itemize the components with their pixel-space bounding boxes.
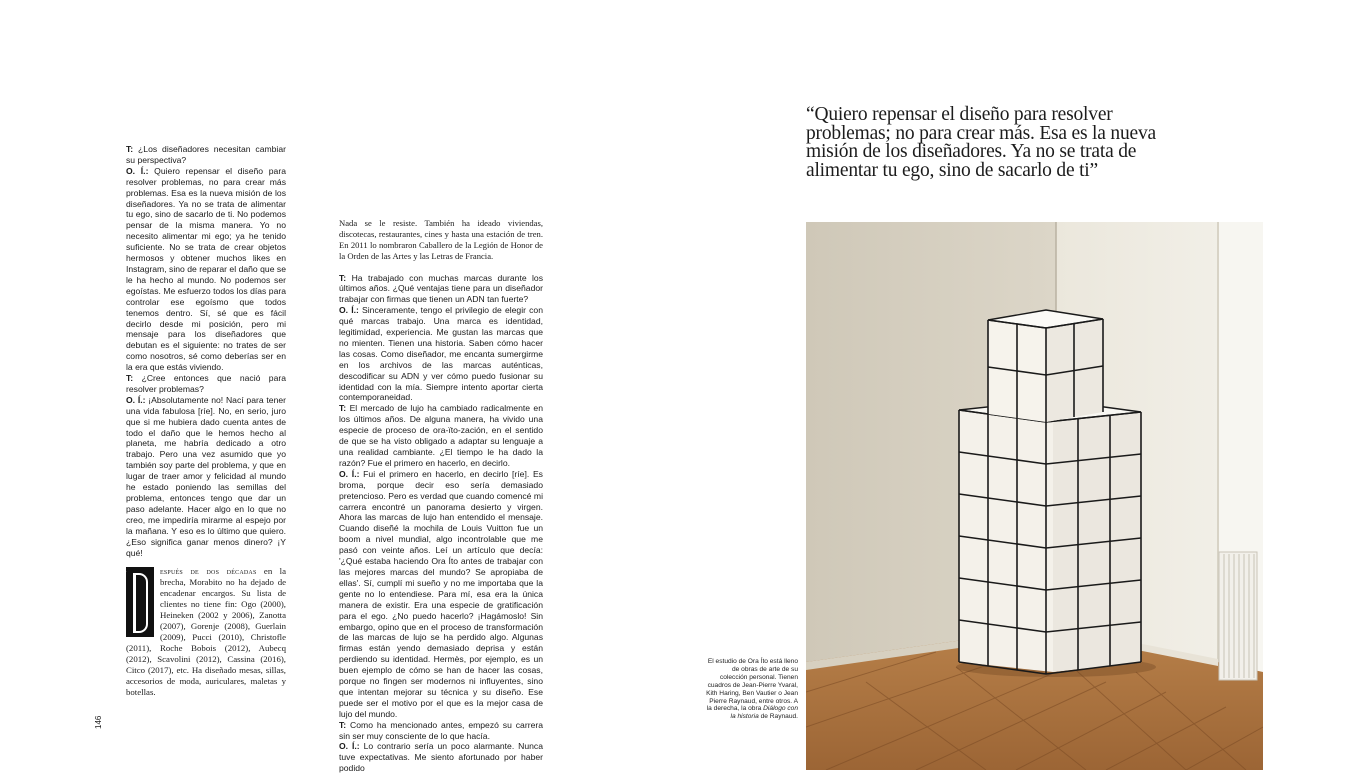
speaker-label: T: <box>339 719 347 730</box>
qa-paragraph <box>126 395 286 559</box>
page-number: 146 <box>94 715 103 729</box>
speaker-label: O. Í.: <box>339 305 359 316</box>
speaker-label: T: <box>339 403 347 414</box>
qa-text: ¿Los diseñadores necesitan cambiar su perspectiva? <box>126 144 286 165</box>
qa-paragraph <box>339 741 543 774</box>
qa-text: Fui el primero en hacerlo, en decirlo [ríe]. Es broma, porque decir eso sería demasiado pretencioso. Pero es verdad que cuando comencé mi carrera encontré un panorama desierto y virgen. Ahora las marcas de lujo han entendido el mensaje. Cuando diseñé la mochila de Louis Vuitton fue un boom a nivel mundial, algo incontrolable que me pasó con veinte años. Leí un artículo que decía: '¿Qué estaba haciendo Ora Íto antes de trabajar con las mejores marcas del mundo? Se apropiaba de ellas'. Sí, cumplí mi sueño y no me importaba que la gente no lo entendiese. Para mí, esa era la única manera de existir. Era una especie de gratificación para el ego. ¿No puedo hacerlo? ¡Hagámoslo! Sin embargo, opino que en el proceso de transformación de las marcas de lujo se ha perdido algo. Algunas firmas están yendo demasiado deprisa y están perdiendo su identidad. Hermès, por ejemplo, es un buen ejemplo de cómo se han de hacer las cosas, porque no fingen ser modernos ni influyentes, sino que intentan mejorar su técnica y su diseño. Ese puede ser el motivo por el que es la mejor casa de lujo del mundo. <box>339 468 543 719</box>
dropcap-letter-text: D <box>126 572 127 574</box>
speaker-label: O. Í.: <box>126 165 149 176</box>
column2-intro: Nada se le resiste. También ha ideado viviendas, discotecas, restaurantes, cines y hasta una estación de tren. En 2011 lo nombraron Caballero de la Legión de Honor de la Orden de las Artes y las Letras de Francia. <box>339 218 543 261</box>
speaker-label: T: <box>126 373 134 384</box>
dropcap-lead: espués de dos décadas <box>160 566 257 577</box>
qa-text: Sinceramente, tengo el privilegio de elegir con qué marcas trabajo. Una marca es identidad, legitimidad, experiencia. Me gustan las marcas que no mienten. Tienen una historia. Saben cómo hacer las cosas. Como diseñador, me encanta sumergirme en los archivos de las marcas auténticas, descodificar su ADN y ver cómo puedo fusionar su identidad con la mía. Siempre intento aportar cierta contemporaneidad. <box>339 305 543 403</box>
qa-paragraph <box>126 166 286 373</box>
pull-quote: “Quiero repensar el diseño para resolver problemas; no para crear más. Esa es la nueva misión de los diseñadores. Ya no se trata de alimentar tu ego, sino de sacarlo de ti” <box>806 104 1156 182</box>
speaker-label: T: <box>126 144 134 154</box>
qa-paragraph <box>339 273 543 306</box>
speaker-label: O. Í.: <box>126 394 146 405</box>
article-column-1 <box>126 144 286 698</box>
qa-paragraph <box>339 720 543 742</box>
qa-text: Como ha mencionado antes, empezó su carrera sin ser muy consciente de lo que hacía. <box>339 719 543 741</box>
speaker-label: O. Í.: <box>339 468 360 479</box>
dropcap-text: en la brecha, Morabito no ha dejado de encadenar encargos. Su lista de clientes no tiene fin: Ogo (2000), Heineken (2002 y 2006), Zanotta (2007), Gorenje (2008), Guerlain (2009), Pucci (2010), Christofle (2011), Roche Bobois (2012), Aubecq (2012), Scavolini (2012), Cassina (2016), Citco (2017), etc. Ha diseñado mesas, sillas, accesorios de moda, auriculares, maletas y botellas. <box>126 566 286 698</box>
speaker-label: T: <box>339 272 347 283</box>
photo-caption <box>706 658 798 721</box>
qa-text: El mercado de lujo ha cambiado radicalmente en los últimos años. De alguna manera, ha vivido una especie de proceso de ora-ïto-zación, en el sentido de que se ha visto obligado a adaptar su lenguaje a una realidad cambiante. ¿El tiempo le ha dado la razón? Fue el primero en hacerlo, en decirlo. <box>339 403 543 468</box>
qa-paragraph <box>126 373 286 395</box>
qa-text: Ha trabajado con muchas marcas durante los últimos años. ¿Qué ventajas tiene para un diseñador trabajar con firmas que tienen un ADN tan fuerte? <box>339 272 543 305</box>
caption-end: de Raynaud. <box>758 713 798 721</box>
qa-text: ¡Absolutamente no! Nací para tener una vida fabulosa [ríe]. No, en serio, juro que si me hubiera dado cuenta antes de todo el daño que le hemos hecho al planeta, me habría dedicado a otro trabajo. Pero una vez asumido que yo también soy parte del problema, y que en lugar de traer amor y felicidad al mundo he estado poniendo las semillas del problema, entonces tengo que dar un paso adelante. Hacer algo en lo que no creo, me impediría mirarme al espejo por la mañana. Y eso es lo último que quiero. ¿Eso significa ganar menos dinero? ¡Y qué! <box>126 394 286 558</box>
qa-paragraph <box>339 469 543 720</box>
dropcap-letter <box>126 567 154 637</box>
speaker-label: O. Í.: <box>339 741 360 752</box>
qa-text: ¿Cree entonces que nació para resolver problemas? <box>126 373 286 394</box>
qa-paragraph <box>339 403 543 468</box>
caption-text: El estudio de Ora Íto está lleno de obras de arte de su colección personal. Tienen cuadros de Jean-Pierre Yvaral, Kith Haring, Ben Vautier o Jean Pierre Raynaud, entre otros. A la derecha, la obra <box>706 658 798 713</box>
article-column-2 <box>339 218 543 774</box>
qa-paragraph <box>339 305 543 403</box>
qa-text: Quiero repensar el diseño para resolver problemas, no para crear más problemas. Esa es la nueva misión de los diseñadores. Ya no se trata de alimentar tu ego, sino de sacarlo de ti. No podemos pensar de la misma manera. Yo no necesito alimentar mi ego; ya he tenido suficiente. No se trata de crear objetos hermosos y obtener muchos likes en Instagram, sino de reparar el daño que se le ha hecho al mundo. No podemos ser egoístas. Me esfuerzo todos los días para controlar ese egoísmo que todos tenemos dentro. Sí, sé que es fácil decirlo desde mi posición, pero mi mensaje para los diseñadores que debutan es el siguiente: no trates de ser como nosotros, sé como deberías ser en la era que estás viviendo. <box>126 165 286 373</box>
sculpture-photo <box>806 222 1263 770</box>
qa-text: Lo contrario sería un poco alarmante. Nunca tuve expectativas. Me siento afortunado por haber podido <box>339 741 543 774</box>
caption-artwork-title: Diálogo con la historia <box>730 705 798 721</box>
qa-paragraph <box>126 144 286 166</box>
dropcap-paragraph <box>126 566 286 698</box>
